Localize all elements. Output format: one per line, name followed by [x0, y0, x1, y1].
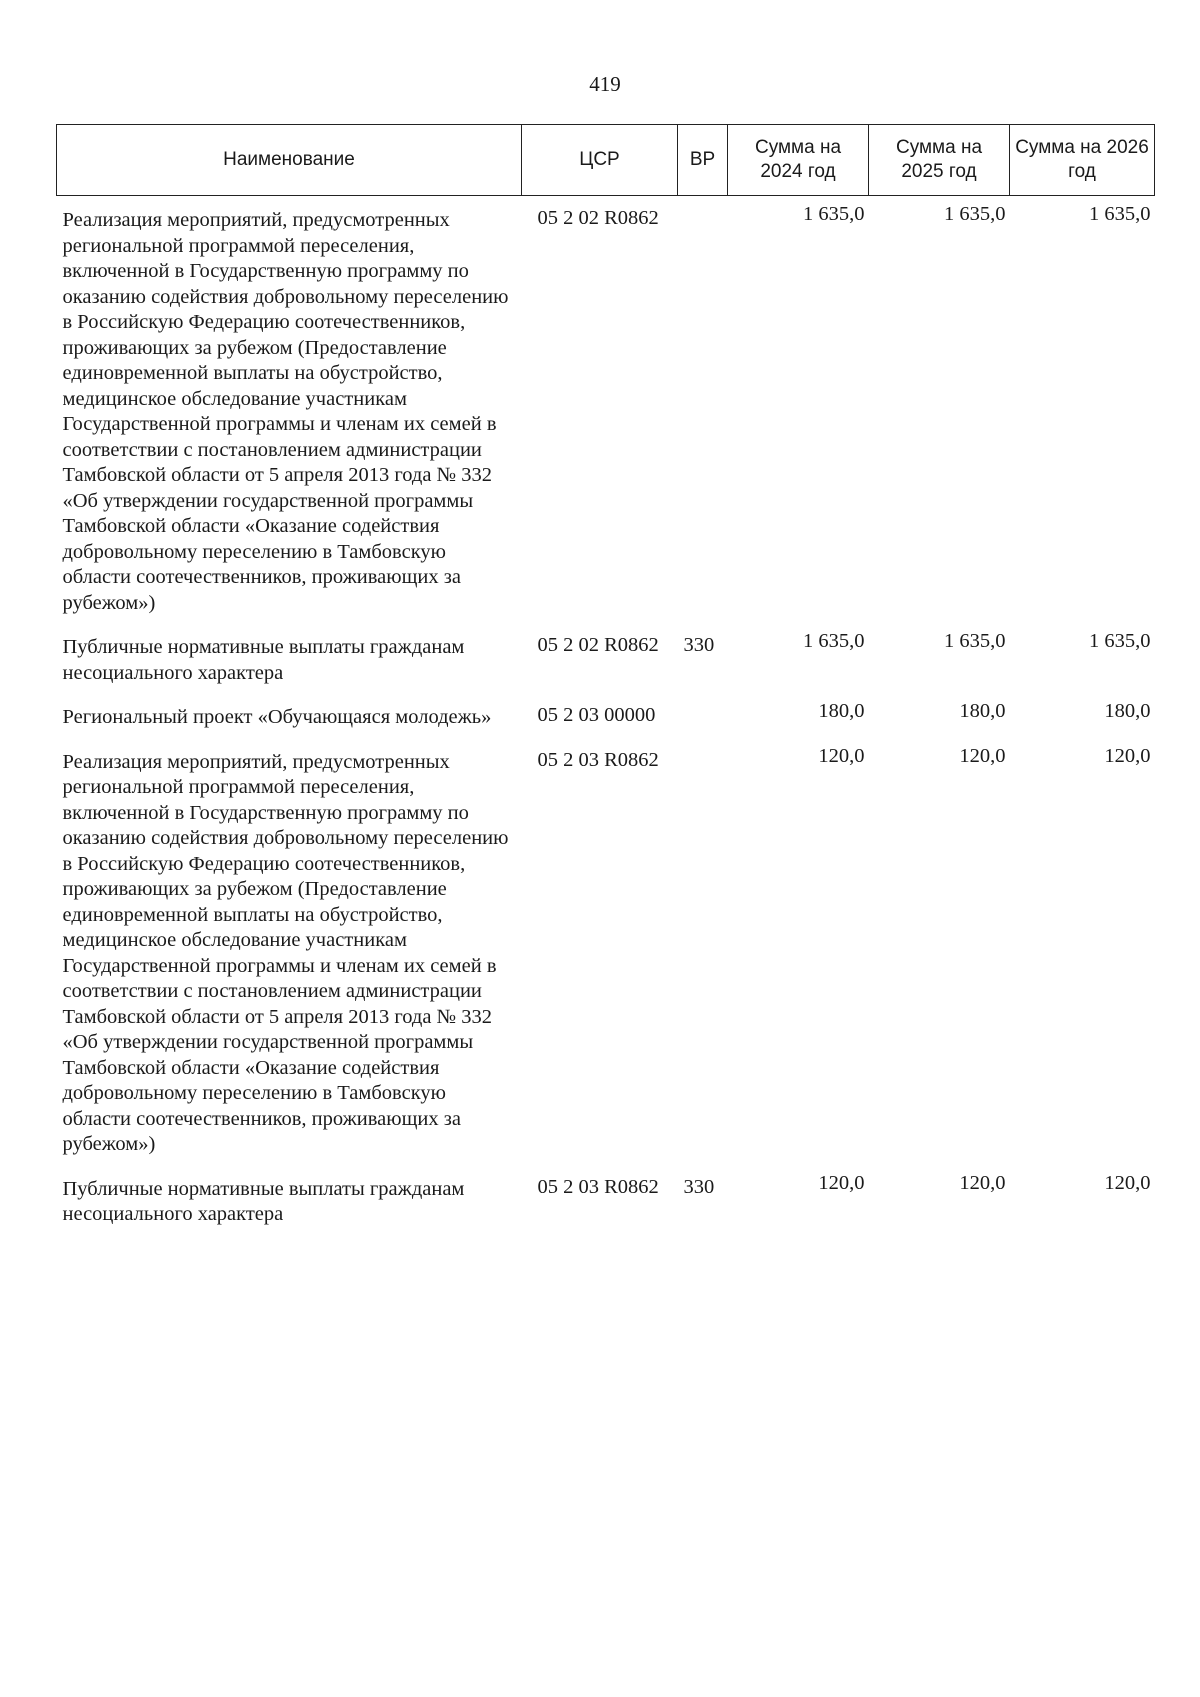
budget-table [56, 124, 1155, 1235]
row-sum-2026: 120,0 [1104, 744, 1151, 767]
row-sum-2026: 1 635,0 [1089, 630, 1151, 652]
row-sum-2025: 180,0 [959, 700, 1006, 722]
row-name: Публичные нормативные выплаты гражданам несоциального характера [62, 1177, 465, 1225]
header-vr: ВР [678, 125, 728, 196]
table-row [57, 196, 1155, 624]
row-csr: 05 2 02 R0862 [537, 207, 659, 229]
row-csr: 05 2 03 R0862 [537, 1175, 659, 1198]
row-vr [678, 196, 728, 624]
row-csr: 05 2 02 R0862 [537, 634, 659, 656]
row-sum-2026: 1 635,0 [1089, 203, 1151, 225]
row-vr: 330 [683, 1175, 715, 1198]
row-sum-2025: 120,0 [959, 1171, 1006, 1194]
row-vr [678, 693, 728, 738]
row-sum-2024: 1 635,0 [803, 203, 865, 225]
table-row [57, 1165, 1155, 1235]
table-header [57, 125, 1155, 196]
table-row [57, 693, 1155, 738]
header-sum-2024: Сумма на 2024 год [728, 125, 869, 196]
row-vr: 330 [683, 634, 715, 656]
row-sum-2024: 1 635,0 [803, 630, 865, 652]
row-name: Реализация мероприятий, предусмотренных региональной программой переселения, включенной в Государственную программу по оказанию содействия добровольному переселению в Российскую Федерацию соотечественников, проживающих за рубежом (Предоставление единовременной выплаты на обустройство, медицинское обследование участникам Государственной программы и членам их семей в соответствии с постановлением администрации Тамбовской области от 5 апреля 2013 года № 332 «Об утверждении государственной программы Тамбовской области «Оказание содействия добровольному переселению в Тамбовскую области соотечественников, проживающих за рубежом») [62, 209, 509, 614]
row-sum-2025: 1 635,0 [944, 630, 1006, 652]
row-name: Реализация мероприятий, предусмотренных региональной программой переселения, включенной в Государственную программу по оказанию содействия добровольному переселению в Российскую Федерацию соотечественников, проживающих за рубежом (Предоставление единовременной выплаты на обустройство, медицинское обследование участникам Государственной программы и членам их семей в соответствии с постановлением администрации Тамбовской области от 5 апреля 2013 года № 332 «Об утверждении государственной программы Тамбовской области «Оказание содействия добровольному переселению в Тамбовскую области соотечественников, проживающих за рубежом») [62, 750, 509, 1155]
table-body [57, 196, 1155, 1235]
page-number: 419 [589, 72, 621, 96]
row-sum-2024: 180,0 [818, 700, 865, 722]
table-row [57, 623, 1155, 693]
header-sum-2026: Сумма на 2026 год [1010, 125, 1155, 196]
row-name: Региональный проект «Обучающаяся молодежь» [62, 706, 492, 728]
row-sum-2025: 1 635,0 [944, 203, 1006, 225]
row-sum-2024: 120,0 [818, 1171, 865, 1194]
row-csr: 05 2 03 00000 [537, 704, 656, 726]
header-csr: ЦСР [522, 125, 678, 196]
table-row [57, 738, 1155, 1165]
row-sum-2026: 120,0 [1104, 1171, 1151, 1194]
row-name: Публичные нормативные выплаты гражданам несоциального характера [62, 636, 465, 684]
row-csr: 05 2 03 R0862 [537, 748, 659, 771]
row-vr [678, 738, 728, 1165]
row-sum-2026: 180,0 [1104, 700, 1151, 722]
header-name: Наименование [57, 125, 522, 196]
row-sum-2024: 120,0 [818, 744, 865, 767]
header-sum-2025: Сумма на 2025 год [869, 125, 1010, 196]
row-sum-2025: 120,0 [959, 744, 1006, 767]
